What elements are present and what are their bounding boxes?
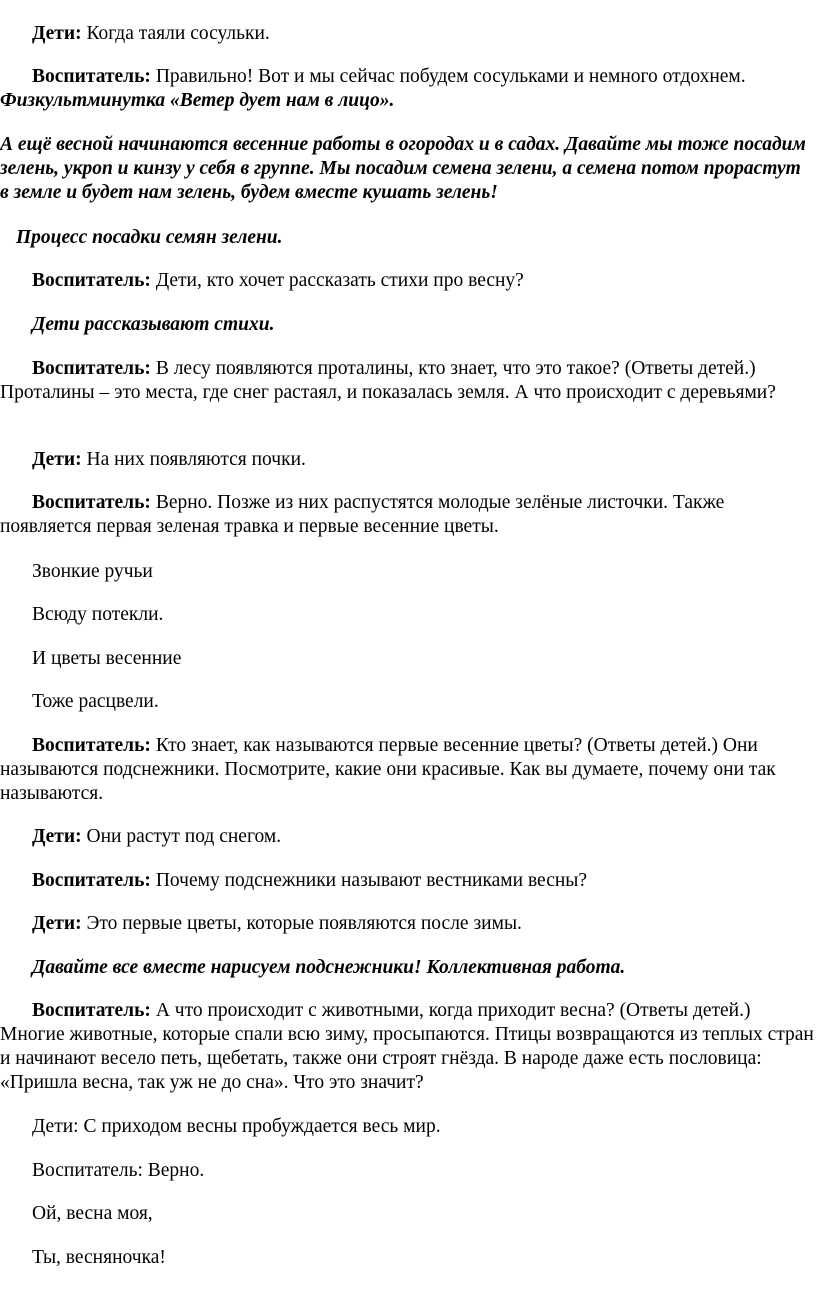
speaker-label: Дети:	[32, 23, 82, 44]
paragraph-21: Дети: С приходом весны пробуждается весь мир.	[32, 1116, 441, 1137]
poem-line: Ой, весна моя,	[32, 1203, 153, 1224]
paragraph-text: В лесу появляются проталины, кто знает, что это такое? (Ответы детей.) Проталины – это места, где снег растаял, и показалась земля. А что происходит с деревьями?	[0, 358, 776, 403]
speaker-label: Дети:	[32, 449, 82, 470]
speaker-label: Воспитатель:	[32, 735, 151, 756]
paragraph-text: Почему подснежники называют вестниками весны?	[150, 870, 588, 891]
poem-line: Ты, весняночка!	[32, 1247, 166, 1268]
paragraph-22: Воспитатель: Верно.	[32, 1160, 205, 1181]
paragraph-text: А что происходит с животными, когда приходит весна? (Ответы детей.) Многие животные, которые спали всю зиму, просыпаются. Птицы возвращаются из теплых стран и начинают весело петь, щебетать, также они строят гнёзда. В народе даже есть пословица: «Пришла весна, так уж не до сна». Что это значит?	[0, 1000, 814, 1093]
speaker-label: Воспитатель:	[32, 1000, 151, 1021]
speaker-label: Воспитатель:	[32, 492, 151, 513]
paragraph-planting-intro: А ещё весной начинаются весенние работы в огородах и в садах. Давайте мы тоже посадим зелень, укроп и кинзу у себя в группе. Мы посадим семена зелени, а семена потом прорастут в земле и будет нам зелень, будем вместе кушать зелень!	[0, 134, 806, 203]
paragraph-20	[0, 999, 814, 1095]
paragraph-text: Кто знает, как называются первые весенние цветы? (Ответы детей.) Они называются подснежники. Посмотрите, какие они красивые. Как вы думаете, почему они так называются.	[0, 735, 776, 804]
paragraph-2	[0, 65, 814, 89]
poems-note: Дети рассказывают стихи.	[32, 314, 275, 335]
paragraph-18	[0, 912, 814, 936]
paragraph-16	[0, 825, 814, 849]
speaker-label: Дети:	[32, 913, 82, 934]
paragraph-6	[0, 269, 814, 293]
paragraph-10	[0, 491, 814, 539]
paragraph-text: Правильно! Вот и мы сейчас побудем сосульками и немного отдохнем.	[150, 66, 746, 87]
paragraph-17	[0, 869, 814, 893]
paragraph-text: Это первые цветы, которые появляются после зимы.	[81, 913, 522, 934]
speaker-label: Воспитатель:	[32, 358, 151, 379]
speaker-label: Дети:	[32, 826, 82, 847]
paragraph-text: Когда таяли сосульки.	[81, 23, 270, 44]
paragraph-1	[0, 22, 814, 46]
paragraph-text: Дети, кто хочет рассказать стихи про весну?	[150, 270, 524, 291]
speaker-label: Воспитатель:	[32, 270, 151, 291]
planting-process-note: Процесс посадки семян зелени.	[16, 227, 283, 248]
paragraph-text: Верно. Позже из них распустятся молодые зелёные листочки. Также появляется первая зеленая травка и первые весенние цветы.	[0, 492, 725, 537]
poem-line: И цветы весенние	[32, 648, 182, 669]
paragraph-text: Они растут под снегом.	[81, 826, 282, 847]
poem-line: Звонкие ручьи	[32, 561, 153, 582]
paragraph-9	[0, 448, 814, 472]
poem-line: Всюду потекли.	[32, 604, 164, 625]
speaker-label: Воспитатель:	[32, 66, 151, 87]
drawing-activity-note: Давайте все вместе нарисуем подснежники! Коллективная работа.	[32, 957, 626, 978]
speaker-label: Воспитатель:	[32, 870, 151, 891]
poem-line: Тоже расцвели.	[32, 691, 159, 712]
paragraph-text: На них появляются почки.	[81, 449, 306, 470]
exercise-title: Физкультминутка «Ветер дует нам в лицо».	[0, 90, 395, 111]
paragraph-8	[0, 357, 814, 405]
paragraph-15	[0, 734, 814, 806]
